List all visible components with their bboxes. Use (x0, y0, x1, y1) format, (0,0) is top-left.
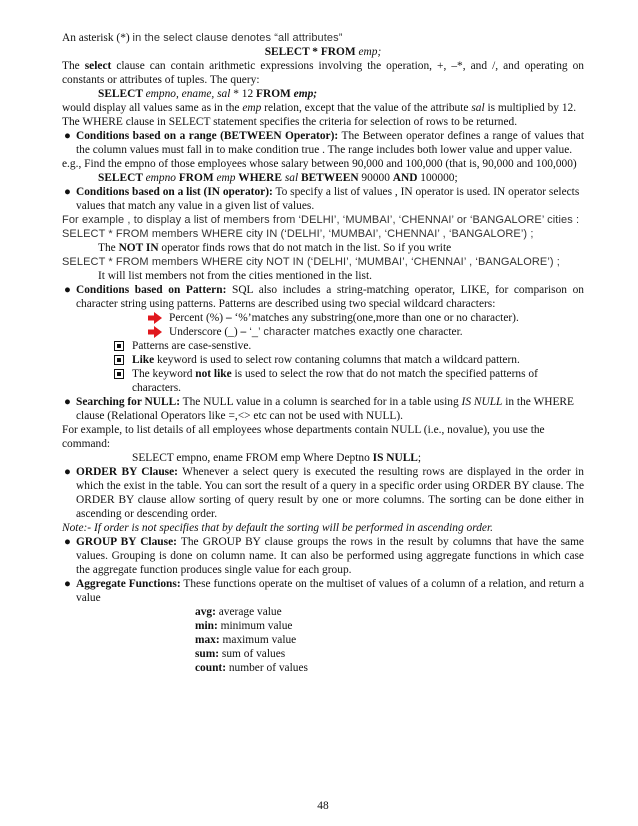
heading: Aggregate Functions: (76, 578, 181, 590)
page-number: 48 (317, 800, 329, 812)
order-note (62, 521, 584, 535)
query-not-in: SELECT * FROM members WHERE city NOT IN (‘DELHI’, ‘MUMBAI’, ‘CHENNAI’ , ‘BANGALORE’) ; (62, 256, 560, 268)
aggregate-item (195, 619, 584, 633)
heading: Searching for NULL: (76, 396, 180, 408)
where-paragraph: The WHERE clause in SELECT statement specifies the criteria for selection of rows to be returned. (62, 116, 518, 128)
bullet-icon: ● (64, 284, 71, 296)
query-in: SELECT * FROM members WHERE city IN (‘DELHI’, ‘MUMBAI’, ‘CHENNAI’ , ‘BANGALORE’) ; (62, 228, 534, 240)
keyword: FROM (178, 172, 217, 184)
select-arith-paragraph (62, 59, 584, 87)
keyword: IS NULL (461, 396, 503, 408)
text: clause can contain arithmetic expressions involving the operation, +, (111, 60, 452, 72)
table-name: emp; (358, 46, 382, 58)
note-text: Note:- If order is not specifies that by default the sorting will be performed in ascending order. (62, 522, 494, 534)
text: is multiplied by 12. (484, 102, 577, 114)
bullet-icon: ● (64, 466, 71, 478)
query-select-all (62, 45, 584, 59)
text: The NULL value in a column is searched for in a table using (180, 396, 462, 408)
text: would display all values same as in the (62, 102, 243, 114)
bullet-aggregate (62, 577, 584, 605)
text: The Between operator defines a range of values that the column values must fall in to make condition true . The range includes both lower value and upper value. (76, 130, 584, 156)
function-name: min: (195, 620, 218, 632)
table-name: emp; (293, 88, 318, 100)
checkbox-bullet-icon (114, 341, 124, 351)
aggregate-item (195, 661, 584, 675)
text: The GROUP BY clause groups the rows in the result by columns that have the same values. Grouping is done on column name. It can also be performed using aggregate functions in which case the aggregate function produces single value for each group. (76, 536, 584, 576)
arrow-right-icon (148, 312, 162, 324)
keyword: SELECT (98, 88, 146, 100)
column-name: sal (471, 102, 485, 114)
table-name: emp (242, 102, 262, 114)
keyword: SELECT (98, 172, 146, 184)
not-in-result: It will list members not from the cities mentioned in the list. (98, 270, 372, 282)
text: operator finds rows that do not match in the list. So if you write (158, 242, 452, 254)
query-empno-sal (62, 87, 584, 101)
bullet-group-by (62, 535, 584, 577)
text: is used to select the row that do not match the specified patterns of characters. (132, 368, 538, 394)
heading: ORDER BY Clause: (76, 466, 178, 478)
wildcard-underscore (62, 325, 584, 339)
bullet-like (62, 283, 584, 311)
document-page (62, 31, 584, 812)
bullet-in (62, 185, 584, 213)
keyword: SELECT * FROM (264, 46, 359, 58)
function-name: avg: (195, 606, 216, 618)
checkbox-bullet-icon (114, 355, 124, 365)
wildcard-percent (62, 311, 584, 325)
function-name: sum: (195, 648, 220, 660)
column-name: empno (145, 172, 179, 184)
heading: Conditions based on Pattern: (76, 284, 227, 296)
arrow-right-icon (148, 326, 162, 338)
table-name: emp (216, 172, 239, 184)
text: * 12 (233, 88, 257, 100)
keyword: FROM (256, 88, 294, 100)
asterisk-line (62, 31, 584, 45)
keyword: AND (392, 172, 421, 184)
heading: Conditions based on a range (BETWEEN Operator): (76, 130, 339, 142)
text: , and /, and operating on constants or attributes of tuples. The query: (62, 60, 584, 86)
text: ‘_’ character matches exactly one (246, 326, 419, 338)
pattern-note-3 (62, 367, 584, 395)
text: Whenever a select query is executed the resulting rows are displayed in the order in which the exist in the table. You can sort the result of a query in a specific order using ORDER BY clause. The ORDER BY clause allow sorting of query result by one or more columns. The sorting can be done either in ascending or descending order. (76, 466, 584, 520)
checkbox-bullet-icon (114, 369, 124, 379)
heading: GROUP BY Clause: (76, 536, 177, 548)
text: The (98, 242, 119, 254)
text: These functions operate on the multiset of values of a column of a relation, and return a value (76, 578, 584, 604)
aggregate-item (195, 605, 584, 619)
between-example: e.g., Find the empno of those employees whose salary between 90,000 and 100,000 (that is, 90,000 and 100,000) (62, 158, 577, 170)
pattern-note-1 (62, 339, 584, 353)
description: number of values (226, 662, 308, 674)
column-name: sal (284, 172, 301, 184)
query-null (62, 451, 584, 465)
text: SELECT empno, ename FROM emp Where Deptno (132, 452, 373, 464)
bullet-order-by (62, 465, 584, 521)
text: Patterns are case-senstive. (132, 340, 252, 352)
text: SQL also includes a string-matching operator, LIKE, for comparison on character string using patterns. Patterns are described using two special wildcard characters: (76, 284, 584, 310)
description: minimum value (217, 620, 293, 632)
aggregate-list (62, 605, 584, 675)
keyword: select (84, 60, 112, 72)
description: sum of values (219, 648, 286, 660)
description: average value (215, 606, 282, 618)
function-name: count: (195, 662, 227, 674)
keyword: not like (195, 368, 232, 380)
in-example: For example , to display a list of members from ‘DELHI’, ‘MUMBAI’, ‘CHENNAI’ or ‘BANGALORE’ cities : (62, 214, 580, 226)
keyword: NOT IN (118, 242, 159, 254)
description: maximum value (219, 634, 297, 646)
text: character. (418, 326, 463, 338)
function-name: max: (195, 634, 220, 646)
keyword: IS NULL (372, 452, 418, 464)
bullet-icon: ● (64, 536, 71, 548)
dash: – (225, 312, 232, 324)
columns: empno, ename, sal (145, 88, 234, 100)
value: 100000; (420, 172, 458, 184)
bullet-icon: ● (64, 130, 71, 142)
keyword: WHERE (238, 172, 285, 184)
text: Underscore (_) (169, 326, 241, 338)
not-in-line (62, 241, 584, 255)
bullet-icon: ● (64, 186, 71, 198)
text: To specify a list of values , IN operator is used. IN operator selects values that match any value in a given list of values. (76, 186, 580, 212)
keyword: BETWEEN (300, 172, 362, 184)
text: The keyword (132, 368, 196, 380)
bullet-icon: ● (64, 396, 71, 408)
text: An asterisk (*) (62, 32, 133, 44)
heading: Conditions based on a list (IN operator): (76, 186, 273, 198)
aggregate-item (195, 647, 584, 661)
text: keyword is used to select row contaning columns that match a wildcard pattern. (154, 354, 520, 366)
display-paragraph (62, 101, 584, 115)
bullet-null (62, 395, 584, 423)
pattern-note-2 (62, 353, 584, 367)
query-between (62, 171, 584, 185)
bullet-between (62, 129, 584, 157)
text: The (62, 60, 85, 72)
text: Percent (%) (169, 312, 226, 324)
text: ; (417, 452, 422, 464)
keyword: Like (132, 354, 155, 366)
text: ‘%’matches any substring(one,more than one or no character). (231, 312, 519, 324)
aggregate-item (195, 633, 584, 647)
dash: – (240, 326, 247, 338)
text: –* (451, 60, 463, 72)
text: relation, except that the value of the attribute (261, 102, 472, 114)
text: in the select clause denotes “all attributes” (132, 32, 343, 44)
text: in the WHERE clause (Relational Operators like =,<> etc can not be used with NULL). (76, 396, 574, 422)
bullet-icon: ● (64, 578, 71, 590)
value: 90000 (361, 172, 393, 184)
null-example: For example, to list details of all employees whose departments contain NULL (i.e., novalue), you use the command: (62, 424, 545, 450)
